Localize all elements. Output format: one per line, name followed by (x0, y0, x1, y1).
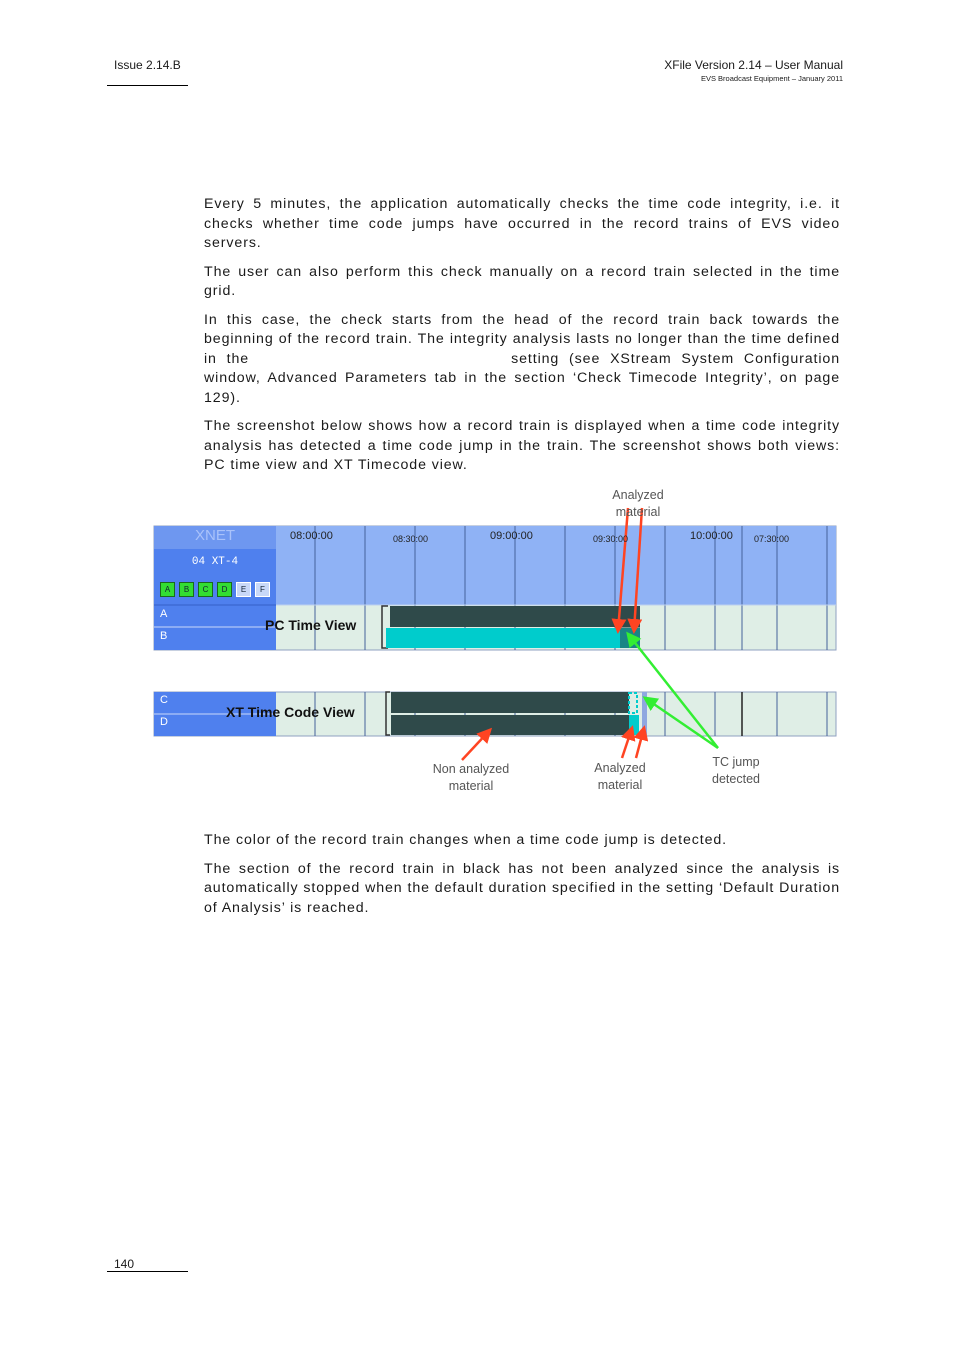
xt-train-d (391, 715, 629, 735)
paragraph-6: The section of the record train in black has not been analyzed since the analysis is automatically stopped when the default duration specified in the setting ‘Default Duration of Analysis’ is reached. (204, 860, 840, 916)
channel-button-a[interactable]: A (160, 582, 175, 597)
page-number: 140 (114, 1257, 135, 1271)
annotation-analyzed-top: Analyzed material (612, 488, 664, 519)
manual-title: XFile Version 2.14 – User Manual (664, 58, 843, 72)
paragraph-4: The screenshot below shows how a record train is displayed when a time code integrity analysis has detected a time code jump in the train. The screenshot shows both views: PC time view and XT Timecode view. (204, 418, 840, 473)
time-label-0900: 09:00:00 (490, 530, 533, 542)
annotation-tc-jump: TC jump detected (712, 755, 760, 786)
issue-label: Issue 2.14.B (114, 58, 181, 72)
channel-button-d[interactable]: D (217, 582, 232, 597)
channel-button-f[interactable]: F (255, 582, 270, 597)
xt-train-c (391, 692, 629, 713)
row-label-d: D (160, 716, 168, 728)
annotation-analyzed-bottom: Analyzed material (594, 761, 646, 792)
footer-rule (107, 1271, 188, 1272)
pc-train-b-analyzed (386, 628, 640, 648)
channel-header-band (276, 549, 836, 605)
timeline-screenshot (150, 486, 840, 798)
paragraph-1: Every 5 minutes, the application automatically checks the time code integrity, i.e. it checks whether time code jumps have occurred in the record trains of EVS video servers. (204, 196, 840, 251)
row-label-c: C (160, 694, 168, 706)
time-label-0730: 07:30:00 (754, 534, 790, 544)
paragraph-3 (204, 311, 840, 409)
channel-button-e[interactable]: E (236, 582, 251, 597)
paragraph-2: The user can also perform this check manually on a record train selected in the time grid. (204, 263, 840, 299)
xt-time-code-view-label: XT Time Code View (226, 704, 355, 720)
paragraph-5: The color of the record train changes when a time code jump is detected. (204, 832, 727, 848)
pc-time-view-label: PC Time View (265, 617, 357, 633)
channel-button-row (160, 582, 270, 597)
conclusion-text (204, 831, 840, 927)
header-rule (107, 85, 188, 86)
row-label-b: B (160, 630, 168, 642)
manual-subtitle: EVS Broadcast Equipment – January 2011 (700, 74, 843, 83)
intro-text (204, 195, 840, 485)
server-label: 04 XT-4 (191, 556, 239, 568)
annotation-non-analyzed: Non analyzed material (432, 762, 510, 793)
xnet-label: XNET (194, 527, 235, 544)
time-label-0930: 09:30:00 (593, 534, 629, 544)
channel-button-c[interactable]: C (198, 582, 213, 597)
time-label-1000: 10:00:00 (690, 530, 733, 542)
paragraph-3-part-b: setting (see XStream System Configuration window, Advanced Parameters tab in the section ‘Check Timecode Integrity’, on page 129). (204, 350, 841, 406)
channel-button-b[interactable]: B (179, 582, 194, 597)
time-label-0800: 08:00:00 (290, 530, 333, 542)
paragraph-3-part-a: In this case, the check starts from the head of the record train back towards the beginning of the record train. The integrity analysis lasts no longer than the time defined in the (204, 311, 840, 367)
pc-train-a (390, 606, 640, 627)
header-right (664, 58, 843, 83)
row-label-a: A (160, 608, 168, 620)
time-label-0830: 08:30:00 (393, 534, 429, 544)
